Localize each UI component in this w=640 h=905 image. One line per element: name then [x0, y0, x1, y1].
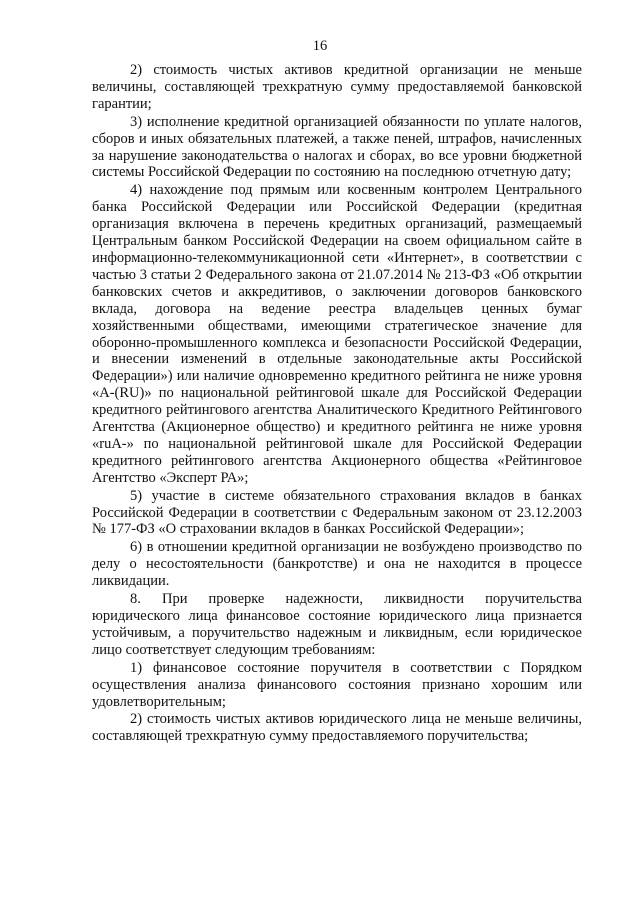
paragraph-item-4-control-rating: 4) нахождение под прямым или косвенным контролем Центрального банка Российской Федерации или Российской Федерации (кредитная организация включена в перечень кредитных организаций, размещаемый Центральным банком Российской Федерации на своем официальном сайте в информационно-телекоммуникационной сети «Интернет», в соответствии с частью 3 статьи 2 Федерального закона от 21.07.2014 № 213-ФЗ «Об открытии банковских счетов и аккредитивов, о заключении договоров банковского вклада, договора на ведение реестра владельцев ценных бумаг хозяйственными обществами, имеющими стратегическое значение для оборонно-промышленного комплекса и безопасности Российской Федерации, и внесении изменений в отдельные законодательные акты Российской Федерации») или наличие одновременно кредитного рейтинга не ниже уровня «A-(RU)» по национальной рейтинговой шкале для Российской Федерации кредитного рейтингового агентства Аналитического Кредитного Рейтингового Агентства (Акционерное общество) и кредитного рейтинга не ниже уровня «ruA-» по национальной рейтинговой шкале для Российской Федерации кредитного рейтингового агентства Акционерного общества «Рейтинговое Агентство «Эксперт РА»; — [92, 182, 582, 486]
paragraph-item-1-financial-state: 1) финансовое состояние поручителя в соответствии с Порядком осуществления анализа финансового состояния признано хорошим или удовлетворительным; — [92, 659, 582, 710]
paragraph-item-2-net-assets-bank: 2) стоимость чистых активов кредитной организации не меньше величины, составляющей трехкратную сумму предоставляемой банковской гарантии; — [92, 62, 582, 112]
document-body — [92, 62, 582, 746]
page-number: 16 — [312, 38, 328, 54]
paragraph-section-8-surety: 8. При проверке надежности, ликвидности поручительства юридического лица финансовое состояние юридического лица признается устойчивым, а поручительство надежным и ликвидным, если юридическое лицо соответствует следующим требованиям: — [92, 591, 582, 658]
paragraph-item-3-taxes: 3) исполнение кредитной организацией обязанности по уплате налогов, сборов и иных обязательных платежей, а также пеней, штрафов, начисленных за нарушение законодательства о налогах и сборах, во все уровни бюджетной системы Российской Федерации по состоянию на последнюю отчетную дату; — [92, 113, 582, 181]
paragraph-item-5-deposit-insurance: 5) участие в системе обязательного страхования вкладов в банках Российской Федерации в соответствии с Федеральным законом от 23.12.2003 № 177-ФЗ «О страховании вкладов в банках Российской Федерации»; — [92, 487, 582, 538]
paragraph-item-6-bankruptcy: 6) в отношении кредитной организации не возбуждено производство по делу о несостоятельности (банкротстве) и она не находится в процессе ликвидации. — [92, 539, 582, 590]
paragraph-item-2-net-assets-legal-entity: 2) стоимость чистых активов юридического лица не меньше величины, составляющей трехкратную сумму предоставляемого поручительства; — [92, 711, 582, 745]
